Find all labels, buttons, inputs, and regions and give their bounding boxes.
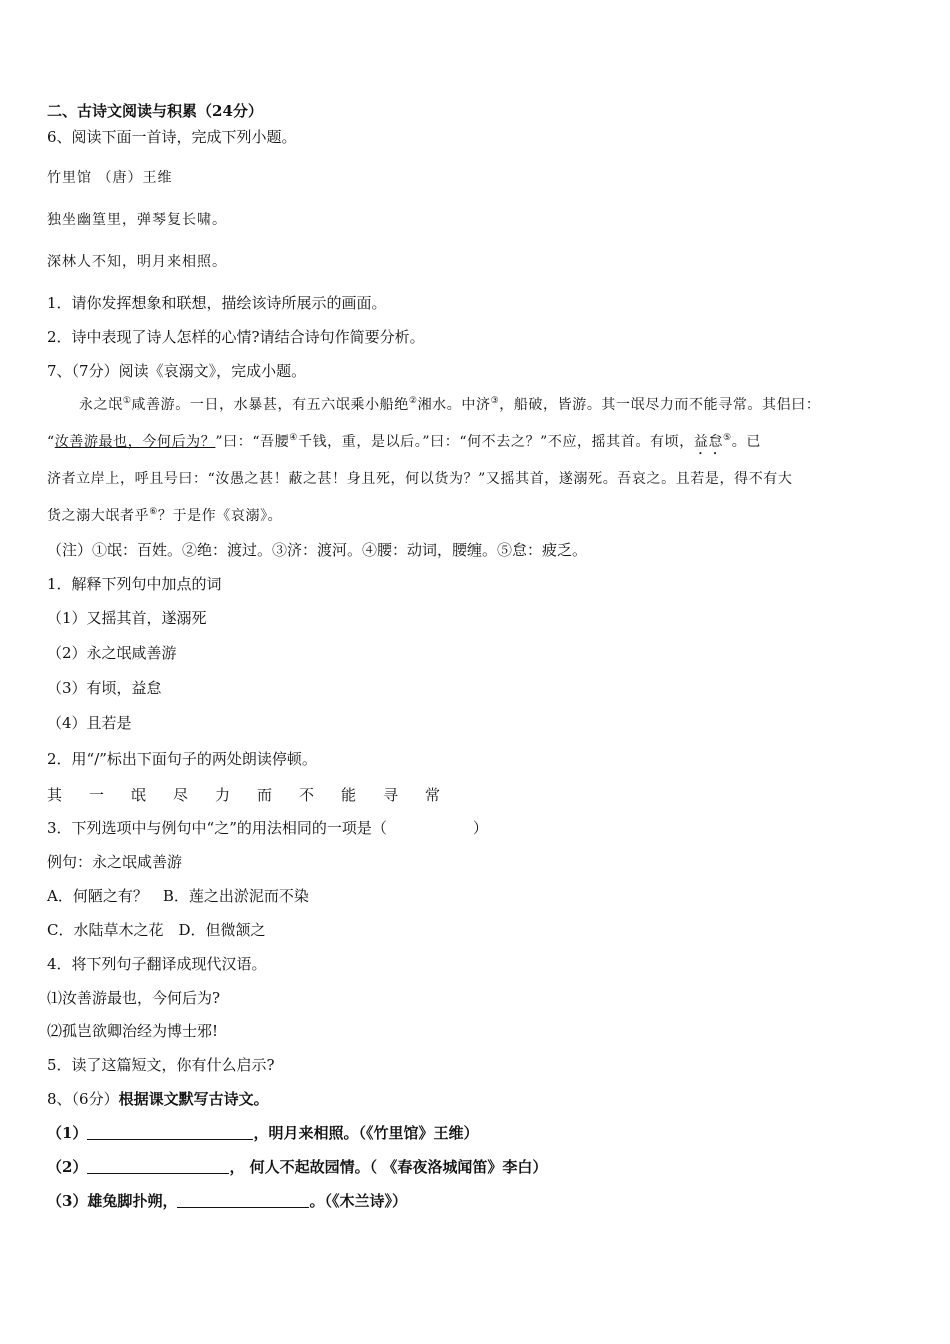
q8-line-3	[47, 1191, 407, 1211]
options-ab: A．何陋之有？ B．莲之出淤泥而不染	[47, 887, 309, 905]
fill-blank[interactable]	[87, 1125, 253, 1140]
question-text: ）	[472, 819, 488, 837]
char: 不	[299, 786, 315, 804]
q7-sub-1-item-1: （1）又摇其首，遂溺死	[47, 609, 207, 627]
footnote-marker: ③	[490, 396, 500, 406]
q6-prompt: 6、阅读下面一首诗，完成下列小题。	[47, 128, 297, 146]
example-sentence: 例句：永之氓咸善游	[47, 853, 183, 871]
q7-sub-4-item-2: ⑵孤岂欲卿治经为博士邪!	[47, 1022, 219, 1040]
q7-sub-1-item-4: （4）且若是	[47, 714, 132, 732]
annotation-note: （注）①氓：百姓。②绝：渡过。③济：渡河。④腰：动词，腰缠。⑤怠：疲乏。	[47, 541, 588, 559]
passage-text: 货之溺大氓者乎	[47, 508, 150, 524]
q7-sub-1: 1．解释下列句中加点的词	[47, 575, 222, 593]
dotted-word: 益怠	[693, 434, 724, 450]
q8-prompt	[47, 1089, 269, 1109]
char: 常	[425, 786, 441, 804]
footnote-marker: ②	[408, 396, 418, 406]
passage-text: ，船破，皆游。其一氓尽力而不能寻常。其侣曰：	[499, 397, 821, 413]
poem-line-1: 独坐幽篁里，弹琴复长啸。	[47, 212, 227, 228]
q8-line-1	[47, 1123, 478, 1143]
footnote-marker: ①	[122, 396, 132, 406]
char: 而	[257, 786, 273, 804]
q6-sub-1: 1．请你发挥想象和联想，描绘该诗所展示的画面。	[47, 294, 387, 312]
q7-prompt: 7、（7分）阅读《哀溺文》，完成小题。	[47, 362, 307, 380]
footnote-marker: ⑥	[149, 507, 158, 517]
q7-sub-1-item-2: （2）永之氓咸善游	[47, 644, 177, 662]
fill-blank[interactable]	[177, 1193, 309, 1208]
line-text: （3）雄兔脚扑朔，	[47, 1192, 178, 1210]
passage-line-2	[47, 432, 761, 458]
pause-sentence	[47, 785, 467, 805]
question-text: 根据课文默写古诗文。	[118, 1090, 269, 1108]
passage-line-4	[47, 506, 282, 526]
line-text: ，明月来相照。（《竹里馆》王维）	[253, 1124, 479, 1142]
passage-line-1	[79, 395, 820, 415]
poem-title: 竹里馆 （唐）王维	[47, 170, 173, 186]
footnote-marker: ⑤	[723, 433, 732, 443]
question-text: 3．下列选项中与例句中“之”的用法相同的一项是（	[47, 819, 387, 837]
q7-sub-5: 5．读了这篇短文，你有什么启示?	[47, 1056, 275, 1074]
q7-sub-1-item-3: （3）有顷，益怠	[47, 679, 162, 697]
line-text: ， 何人不起故园情。（ 《春夜洛城闻笛》李白）	[229, 1158, 548, 1176]
q7-sub-4-item-1: ⑴汝善游最也，今何后为?	[47, 989, 221, 1007]
q7-sub-2: 2．用“/”标出下面句子的两处朗读停顿。	[47, 750, 317, 768]
q6-sub-2: 2．诗中表现了诗人怎样的心情?请结合诗句作简要分析。	[47, 328, 425, 346]
char: 氓	[131, 786, 147, 804]
passage-text: 湘水。中济	[417, 397, 491, 413]
passage-text: 咸善游。一日，水暴甚，有五六氓乘小船绝	[131, 397, 409, 413]
passage-line-3: 济者立岸上，呼且号曰：“汝愚之甚！蔽之甚！身且死，何以货为？”又摇其首，遂溺死。吾哀之。且若是，得不有大	[47, 471, 793, 487]
char: 一	[89, 786, 105, 804]
q7-sub-3	[47, 818, 488, 838]
q8-line-2	[47, 1157, 547, 1177]
passage-text: “	[47, 434, 55, 450]
underlined-sentence: 汝善游最也，今何后为？	[54, 434, 216, 450]
passage-text: 。已	[731, 434, 761, 450]
footnote-marker: ④	[289, 433, 298, 443]
options-cd: C．水陆草木之花 D．但微颔之	[47, 921, 266, 939]
item-number: （1）	[47, 1124, 88, 1142]
item-number: （2）	[47, 1158, 88, 1176]
question-number: 8、（6分）	[47, 1090, 119, 1108]
passage-text: 千钱，重，是以后。”曰：“何不去之？”不应，摇其首。有顷，	[297, 434, 694, 450]
char: 能	[341, 786, 357, 804]
fill-blank[interactable]	[87, 1159, 229, 1174]
char: 力	[215, 786, 231, 804]
char: 其	[47, 786, 63, 804]
char: 寻	[383, 786, 399, 804]
section-title: 二、古诗文阅读与积累（24分）	[47, 102, 263, 120]
q7-sub-4: 4．将下列句子翻译成现代汉语。	[47, 955, 267, 973]
line-text: 。（《木兰诗》）	[309, 1192, 407, 1210]
passage-text: ”曰：“吾腰	[215, 434, 290, 450]
poem-line-2: 深林人不知，明月来相照。	[47, 254, 227, 270]
passage-text: ？于是作《哀溺》。	[157, 508, 283, 524]
char: 尽	[173, 786, 189, 804]
passage-text: 永之氓	[79, 397, 123, 413]
